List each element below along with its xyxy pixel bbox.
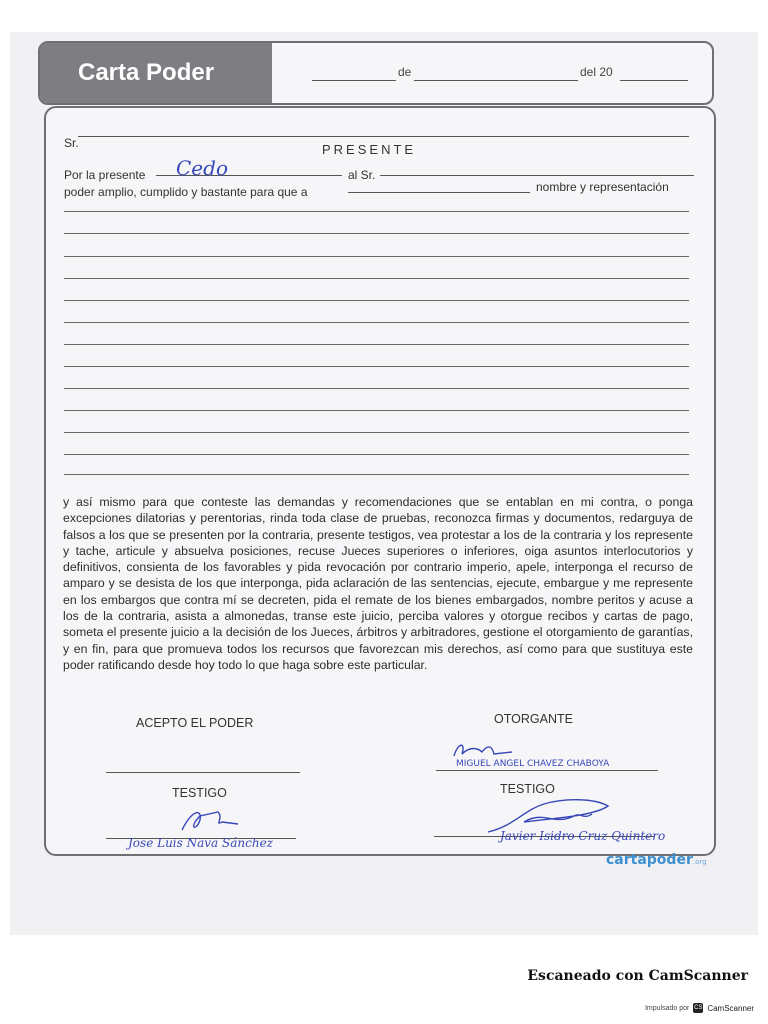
poder-amplio-label: poder amplio, cumplido y bastante para que a (64, 185, 308, 199)
acepto-signature-line (106, 772, 300, 773)
logo-name: cartapoder (606, 852, 693, 868)
blank-line (64, 278, 689, 279)
handwritten-cedo: Cedo (176, 156, 228, 180)
blank-line (64, 432, 689, 433)
blank-line (64, 233, 689, 234)
blank-line (64, 366, 689, 367)
al-sr-label: al Sr. (348, 168, 376, 182)
testigo-left-label: TESTIGO (172, 786, 227, 800)
otorgante-label: OTORGANTE (494, 712, 573, 726)
testigo-right-label: TESTIGO (500, 782, 555, 796)
testigo-right-handwritten-name: Javier Isidro Cruz Quintero (500, 829, 666, 843)
date-de-label: de (398, 65, 412, 79)
camscanner-name: CamScanner (707, 1003, 754, 1013)
camscanner-watermark: Escaneado con CamScanner (527, 968, 748, 984)
sr-line (78, 124, 689, 137)
blank-line (64, 300, 689, 301)
nombre-representacion-label: nombre y representación (536, 180, 669, 194)
otorgante-handwritten-name: MIGUEL ANGEL CHAVEZ CHABOYA (456, 759, 610, 769)
testigo-left-handwritten-name: Jose Luis Nava Sánchez (128, 836, 273, 850)
para-que-a-line (348, 180, 530, 193)
header-box (38, 41, 714, 105)
date-day-line (312, 66, 396, 81)
powers-paragraph: y así mismo para que conteste las demandas y recomendaciones que se entablan en mi contra, o ponga excepciones dilatorias y perentorias, rinda toda clase de pruebas, reconozca firmas y documentos, redarguya de falsos a los que se presenten por la contraria, presente testigos, vea protestar a los de la contraria y los represente y tache, articule y absuelva posiciones, recuse Jueces superiores o inferiores, oiga asuntos interlocutorios y definitivos, consienta de los favorables y pida revocación por contrario imperio, apele, interponga el recurso de amparo y se desista de los que interponga, pida aclaración de las sentencias, ejecute, embargue y me represente en los embargos que contra mí se decreten, pida el remate de los bienes embargados, nombre peritos y acuse a los de la contraria, asista a almonedas, transe este juicio, perciba valores y otorgue recibos y cartas de pago, someta el presente juicio a la decisión de los Jueces, árbitros y arbitradores, gestione el otorgamiento de garantías, y en fin, para que promueva todos los recursos que favorezcan mis derechos, así como para que sustituya este poder ratificando desde hoy todo lo que haga sobre este particular. (63, 495, 693, 672)
blank-line (64, 256, 689, 257)
al-sr-line (380, 163, 694, 176)
blank-line (64, 322, 689, 323)
form-title: Carta Poder (40, 43, 272, 103)
blank-line (64, 388, 689, 389)
por-la-presente-label: Por la presente (64, 168, 146, 182)
powered-by (645, 1003, 754, 1013)
blank-line (64, 410, 689, 411)
sr-label: Sr. (64, 136, 79, 150)
presente-heading: PRESENTE (322, 142, 417, 157)
powered-by-label: Impulsado por (644, 1004, 690, 1012)
date-del-label: del 20 (580, 65, 613, 79)
blank-line (64, 474, 689, 475)
acepto-el-poder-label: ACEPTO EL PODER (136, 716, 254, 730)
cartapoder-logo (606, 852, 707, 868)
date-month-line (414, 66, 578, 81)
blank-line (64, 454, 689, 455)
testigo-left-signature-mark (178, 804, 244, 836)
blank-line (64, 211, 689, 212)
logo-suffix: .org (692, 858, 707, 866)
otorgante-signature-line (436, 770, 658, 771)
date-year-line (620, 66, 688, 81)
form-body (44, 106, 716, 856)
blank-line (64, 344, 689, 345)
camscanner-icon: CS (694, 1005, 703, 1011)
